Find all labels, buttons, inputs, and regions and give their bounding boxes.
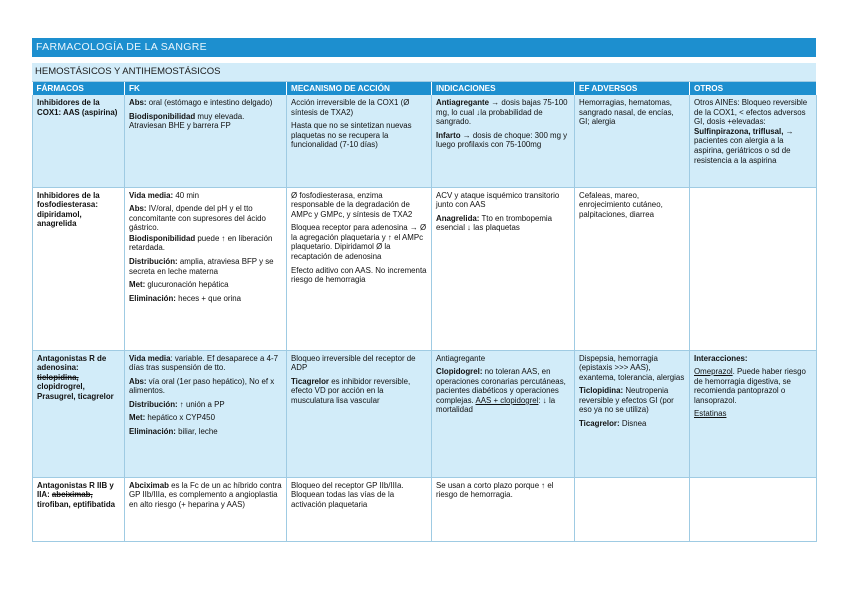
ef-adversos-cell xyxy=(575,477,690,541)
fk-cell: Abciximab es la Fc de un ac híbrido contra GP IIb/IIIa, es complemento a angioplastia en alto riesgo (+ heparina y AAS) xyxy=(125,477,287,541)
col-header-otros: OTROS xyxy=(690,82,817,95)
table-row xyxy=(33,187,817,350)
mecanismo-cell: Acción irreversible de la COX1 (Ø síntesis de TXA2) Hasta que no se sintetizan nuevas plaquetas no se recupera la funcionalidad (7-10 días) xyxy=(287,95,432,187)
ef-adversos-cell: Dispepsia, hemorragia (epistaxis >>> AAS), exantema, tolerancia, alergias Ticlopidina: Neutropenia reversible y efectos GI (por eso ya no se utiliza) Ticagrelor: Disnea xyxy=(575,350,690,477)
table-row xyxy=(33,350,817,477)
mecanismo-cell: Bloqueo del receptor GP IIb/IIIa. Bloquean todas las vías de la activación plaquetaria xyxy=(287,477,432,541)
col-header-ef-adversos: EF ADVERSOS xyxy=(575,82,690,95)
mecanismo-cell: Bloqueo irreversible del receptor de ADP Ticagrelor es inhibidor reversible, efecto VD por acción en la musculatura lisa vascular xyxy=(287,350,432,477)
doc-title: FARMACOLOGÍA DE LA SANGRE xyxy=(32,38,816,57)
indicaciones-cell: Antiagregante Clopidogrel: no toleran AAS, en operaciones coronarias percutáneas, pacientes diabéticos y operaciones complejas. AAS + clopidogrel: ↓ la mortalidad xyxy=(432,350,575,477)
fk-cell: Abs: oral (estómago e intestino delgado) Biodisponibilidad muy elevada. Atraviesan BHE y barrera FP xyxy=(125,95,287,187)
table-header-row xyxy=(33,82,817,95)
otros-cell: Otros AINEs: Bloqueo reversible de la COX1, < efectos adversos GI, dosis +elevadas: Sulfinpirazona, triflusal, → pacientes con alergia a la aspirina, geriátricos o sd de resistencia a la aspirina xyxy=(690,95,817,187)
drug-name: Antagonistas R IIB y IIA: abciximab, tirofiban, eptifibatida xyxy=(33,477,125,541)
table-row xyxy=(33,477,817,541)
otros-cell xyxy=(690,187,817,350)
fk-cell: Vida media: variable. Ef desaparece a 4-7 días tras suspensión de tto. Abs: vía oral (1er paso hepático), No ef x alimentos. Distribución: ↑ unión a PP Met: hepático x CYP450 Eliminación: biliar, leche xyxy=(125,350,287,477)
indicaciones-cell: ACV y ataque isquémico transitorio junto con AAS Anagrelida: Tto en trombopemia esencial ↓ las plaquetas xyxy=(432,187,575,350)
otros-cell xyxy=(690,477,817,541)
table-row xyxy=(33,95,817,187)
otros-cell: Interacciones: Omeprazol. Puede haber riesgo de hemorragia digestiva, se recomienda pantoprazol o lansoprazol. Estatinas xyxy=(690,350,817,477)
ef-adversos-cell: Hemorragias, hematomas, sangrado nasal, de encías, GI; alergia xyxy=(575,95,690,187)
fk-cell: Vida media: 40 min Abs: IV/oral, dpende del pH y el tto concomitante con supresores del ácido gástrico. Biodisponibilidad puede ↑ en liberación retardada. Distribución: amplia, atraviesa BFP y se secreta en leche materna Met: glucuronación hepática Eliminación: heces + que orina xyxy=(125,187,287,350)
col-header-mecanismo: MECANISMO DE ACCIÓN xyxy=(287,82,432,95)
document-page xyxy=(32,38,816,542)
col-header-indicaciones: INDICACIONES xyxy=(432,82,575,95)
drug-name: Inhibidores de la COX1: AAS (aspirina) xyxy=(33,95,125,187)
col-header-farmacos: FÁRMACOS xyxy=(33,82,125,95)
drug-name: Inhibidores de la fosfodiesterasa: dipiridamol, anagrelida xyxy=(33,187,125,350)
drug-name: Antagonistas R de adenosina: ticlopidina, clopidrogrel, Prasugrel, ticagrelor xyxy=(33,350,125,477)
ef-adversos-cell: Cefaleas, mareo, enrojecimiento cutáneo, palpitaciones, diarrea xyxy=(575,187,690,350)
indicaciones-cell: Antiagregante → dosis bajas 75-100 mg, lo cual ↓la probabilidad de sangrado. Infarto → dosis de choque: 300 mg y luego profilaxis con 75-100mg xyxy=(432,95,575,187)
col-header-fk: FK xyxy=(125,82,287,95)
indicaciones-cell: Se usan a corto plazo porque ↑ el riesgo de hemorragia. xyxy=(432,477,575,541)
mecanismo-cell: Ø fosfodiesterasa, enzima responsable de la degradación de AMPc y GMPc, y síntesis de TXA2 Bloquea receptor para adenosina → Ø la agregación plaquetaria y ↑ el AMPc plaquetario. Dipiridamol Ø la recaptación de adenosina Efecto aditivo con AAS. No incrementa riesgo de hemorragia xyxy=(287,187,432,350)
doc-subtitle: HEMOSTÁSICOS Y ANTIHEMOSTÁSICOS xyxy=(32,63,816,82)
drug-table xyxy=(32,82,817,542)
